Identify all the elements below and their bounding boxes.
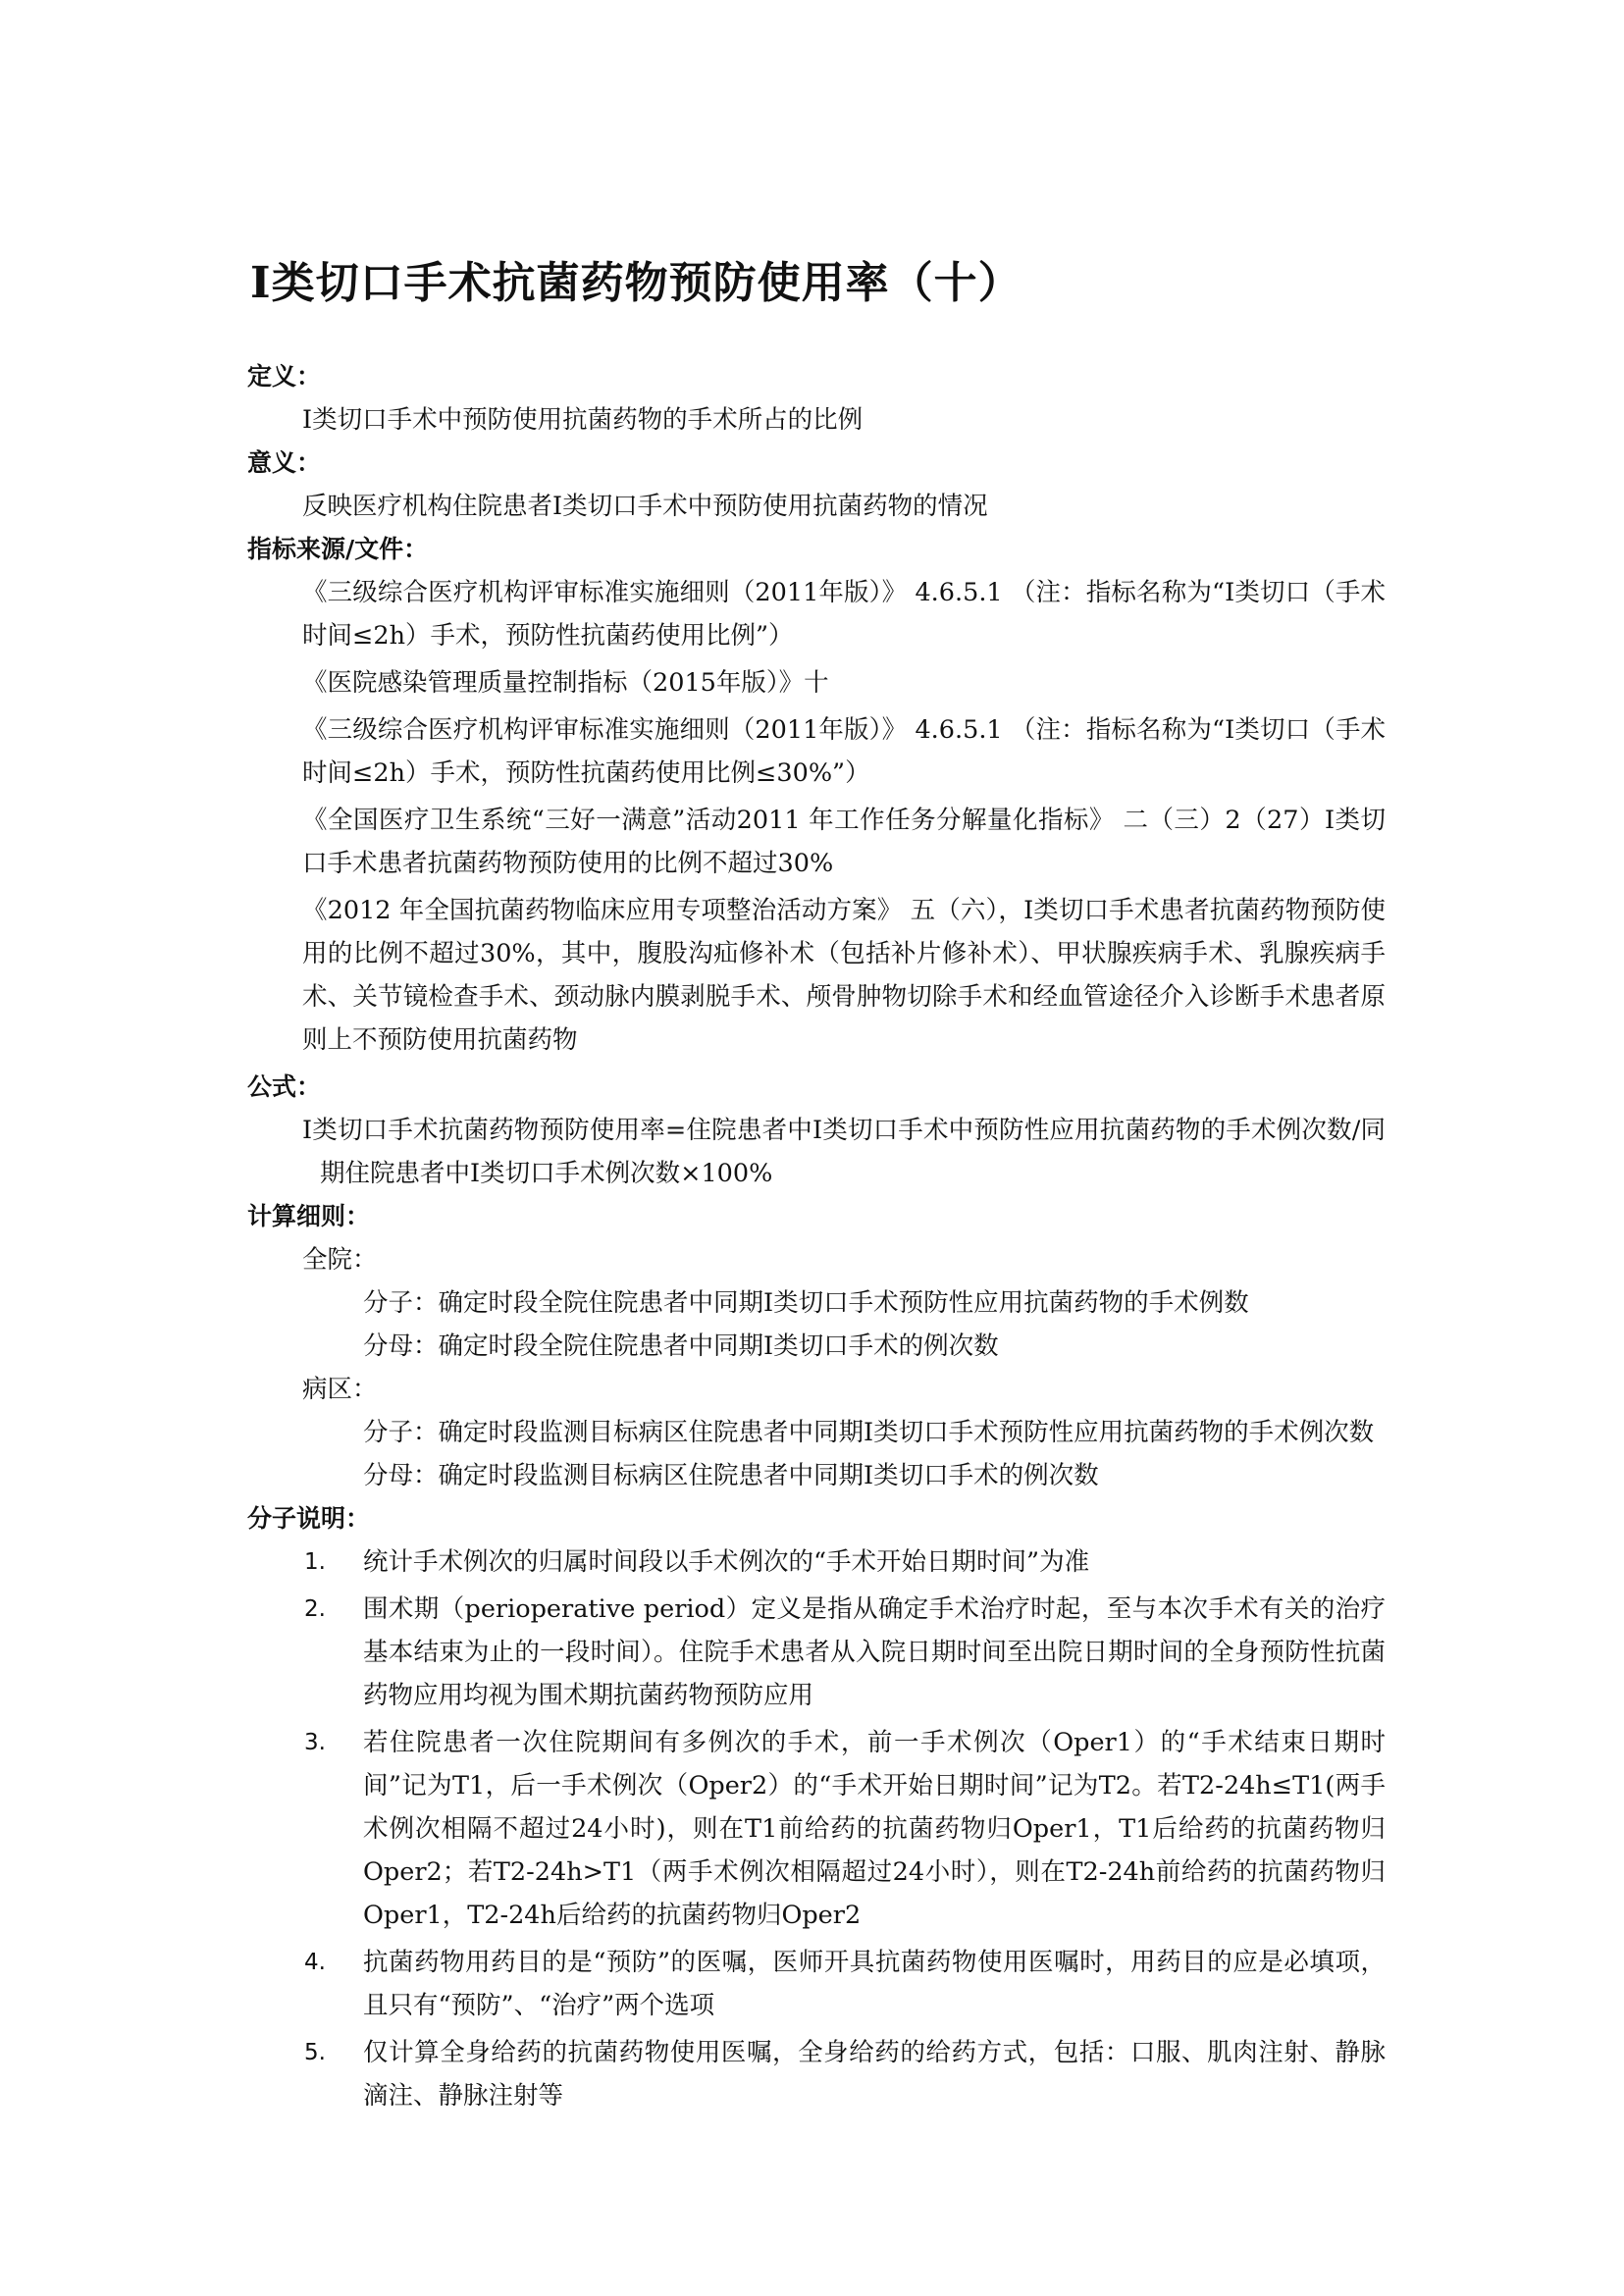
list-item-text: 若住院患者一次住院期间有多例次的手术，前一手术例次（Oper1）的“手术结束日期时间”记为T1，后一手术例次（Oper2）的“手术开始日期时间”记为T2。若T2-24h≤T1(两手术例次相隔不超过24小时)，则在T1前给药的抗菌药物归Oper1，T1后给药的抗菌药物归Oper2；若T2-24h>T1（两手术例次相隔超过24小时），则在T2-24h前给药的抗菌药物归Oper1，T2-24h后给药的抗菌药物归Oper2 [363,1728,1386,1930]
definition-heading: 定义： [247,362,322,391]
ward-numerator: 分子：确定时段监测目标病区住院患者中同期Ⅰ类切口手术预防性应用抗菌药物的手术例次数 [363,1418,1375,1447]
hospital-denominator: 分母：确定时段全院住院患者中同期Ⅰ类切口手术的例次数 [363,1331,999,1361]
calculation-heading: 计算细则： [247,1202,371,1230]
formula-text: Ⅰ类切口手术抗菌药物预防使用率=住院患者中Ⅰ类切口手术中预防性应用抗菌药物的手术例次数/同期住院患者中Ⅰ类切口手术例次数×100% [302,1116,1386,1188]
page-title: Ⅰ类切口手术抗菌药物预防使用率（十） [250,258,1022,308]
formula-heading: 公式： [247,1072,322,1101]
list-item-number: 4. [304,1950,326,1975]
list-item-number: 3. [304,1730,326,1755]
source-item: 《全国医疗卫生系统“三好一满意”活动2011 年工作任务分解量化指标》 二（三）2（27）Ⅰ类切口手术患者抗菌药物预防使用的比例不超过30% [302,806,1386,878]
source-item: 《三级综合医疗机构评审标准实施细则（2011年版）》 4.6.5.1 （注：指标名称为“Ⅰ类切口（手术时间≤2h）手术，预防性抗菌药使用比例≤30%”） [302,715,1386,788]
list-item [247,1721,1386,1937]
significance-heading: 意义： [247,448,322,477]
ward-label: 病区： [302,1375,378,1404]
source-item: 《三级综合医疗机构评审标准实施细则（2011年版）》 4.6.5.1 （注：指标名称为“Ⅰ类切口（手术时间≤2h）手术，预防性抗菌药使用比例”） [302,578,1386,651]
list-item-text: 仅计算全身给药的抗菌药物使用医嘱，全身给药的给药方式，包括：口服、肌肉注射、静脉滴注、静脉注射等 [363,2038,1386,2111]
source-item: 《2012 年全国抗菌药物临床应用专项整治活动方案》 五（六），Ⅰ类切口手术患者抗菌药物预防使用的比例不超过30%，其中，腹股沟疝修补术（包括补片修补术）、甲状腺疾病手术、乳腺疾病手术、关节镜检查手术、颈动脉内膜剥脱手术、颅骨肿物切除手术和经血管途径介入诊断手术患者原则上不预防使用抗菌药物 [302,896,1386,1055]
list-item-text: 抗菌药物用药目的是“预防”的医嘱，医师开具抗菌药物使用医嘱时，用药目的应是必填项，且只有“预防”、“治疗”两个选项 [363,1948,1386,2020]
list-item [247,1540,1386,1584]
hospital-label: 全院： [302,1245,378,1275]
document-body [247,355,1386,2121]
source-item: 《医院感染管理质量控制指标（2015年版）》十 [302,668,829,698]
list-item [247,1941,1386,2027]
definition-text: Ⅰ类切口手术中预防使用抗菌药物的手术所占的比例 [302,405,864,435]
list-item-number: 5. [304,2040,326,2065]
numerator-notes-list [247,1540,1386,2117]
sources-heading: 指标来源/文件： [247,535,429,563]
significance-text: 反映医疗机构住院患者Ⅰ类切口手术中预防使用抗菌药物的情况 [302,492,988,521]
list-item-number: 1. [304,1549,326,1575]
numerator-notes-heading: 分子说明： [247,1504,371,1533]
list-item-text: 统计手术例次的归属时间段以手术例次的“手术开始日期时间”为准 [363,1547,1090,1577]
ward-denominator: 分母：确定时段监测目标病区住院患者中同期Ⅰ类切口手术的例次数 [363,1461,1099,1490]
list-item [247,2031,1386,2117]
list-item-number: 2. [304,1596,326,1622]
list-item [247,1588,1386,1717]
list-item-text: 围术期（perioperative period）定义是指从确定手术治疗时起，至与本次手术有关的治疗基本结束为止的一段时间）。住院手术患者从入院日期时间至出院日期时间的全身预防性抗菌药物应用均视为围术期抗菌药物预防应用 [363,1594,1386,1710]
hospital-numerator: 分子：确定时段全院住院患者中同期Ⅰ类切口手术预防性应用抗菌药物的手术例数 [363,1288,1249,1318]
